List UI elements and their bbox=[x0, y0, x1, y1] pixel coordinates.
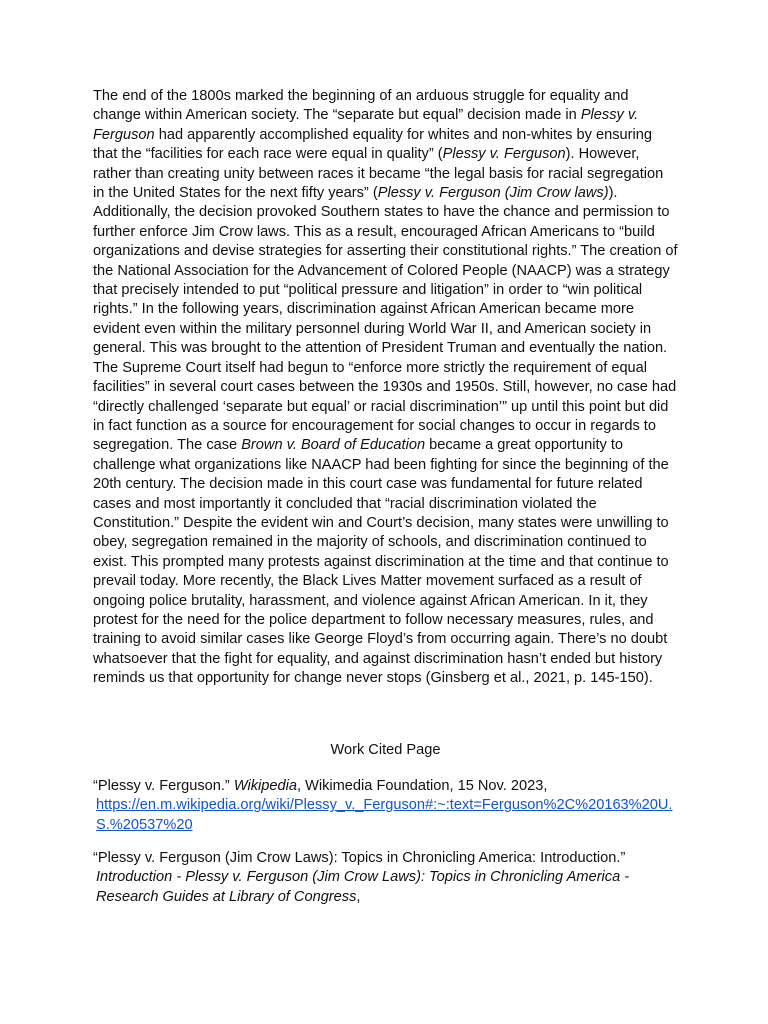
case-name-plessy-jim-crow: Plessy v. Ferguson (Jim Crow laws) bbox=[377, 185, 609, 202]
citation-source: Introduction - Plessy v. Ferguson (Jim Crow Laws): Topics in Chronicling America - Research Guides at Library of Congress bbox=[96, 869, 630, 905]
citation-entry bbox=[93, 849, 678, 907]
works-cited-heading: Work Cited Page bbox=[330, 742, 441, 758]
essay-text-1: The end of the 1800s marked the beginning of an arduous struggle for equality and change within American society. The “separate but equal” decision made in bbox=[93, 88, 629, 124]
essay-text-4: ). Additionally, the decision provoked Southern states to have the chance and permission to further enforce Jim Crow laws. This as a result, encouraged African Americans to “build organizations and devise strategies for asserting their constitutional rights.” The creation of the National Association for the Advancement of Colored People (NAACP) was a strategy that precisely intended to put “political pressure and litigation” in order to “win political rights.” In the following years, discrimination against African American became more evident even within the military personnel during World War II, and American society in general. This was brought to the attention of President Truman and eventually the nation. The Supreme Court itself had begun to “enforce more strictly the requirement of equal facilities” in several court cases between the 1930s and 1950s. Still, however, no case had “directly challenged ‘separate but equal’ or racial discrimination’” up until this point but did in fact function as a source for encouragement for social changes to occur in regards to segregation. The case bbox=[93, 185, 678, 454]
essay-text-5: became a great opportunity to challenge what organizations like NAACP had been fighting for since the beginning of the 20th century. The decision made in this court case was fundamental for future related cases and most importantly it concluded that “racial discrimination violated the Constitution.” Despite the evident win and Court’s decision, many states were unwilling to obey, segregation remained in the majority of schools, and discrimination continued to exist. This prompted many protests against discrimination at the time and that continue to prevail today. More recently, the Black Lives Matter movement surfaced as a result of ongoing police brutality, harassment, and violence against African American. In it, they protest for the need for the police department to follow necessary measures, rules, and training to avoid similar cases like George Floyd’s from occurring again. There’s no doubt whatsoever that the fight for equality, and against discrimination hasn’t ended but history reminds us that opportunity for change never stops (Ginsberg et al., 2021, p. 145-150). bbox=[93, 437, 669, 687]
essay-text-3: ). However, rather than creating unity between races it became “the legal basis for racial segregation in the United States for the next fifty years” ( bbox=[93, 146, 664, 202]
citation-details: , bbox=[356, 888, 361, 905]
citation-details: , Wikimedia Foundation, 15 Nov. 2023, bbox=[296, 778, 548, 794]
case-name-plessy: Plessy v. Ferguson bbox=[442, 146, 566, 163]
citation-entry bbox=[93, 777, 678, 835]
case-name-plessy: Plessy v. Ferguson bbox=[93, 107, 639, 143]
essay-text-2: had apparently accomplished equality for whites and non-whites by ensuring that the “facilities for each race were equal in quality” ( bbox=[93, 126, 652, 163]
essay-paragraph bbox=[93, 87, 678, 689]
citation-title: “Plessy v. Ferguson.” bbox=[93, 778, 234, 794]
citation-title: “Plessy v. Ferguson (Jim Crow Laws): Topics in Chronicling America: Introduction.” bbox=[93, 850, 626, 866]
citation-source: Wikipedia bbox=[233, 778, 297, 794]
case-name-brown: Brown v. Board of Education bbox=[241, 437, 426, 454]
citation-link[interactable]: https://en.m.wikipedia.org/wiki/Plessy_v._Ferguson#:~:text=Ferguson%2C%20163%20U.S.%20537%20 bbox=[96, 797, 673, 833]
